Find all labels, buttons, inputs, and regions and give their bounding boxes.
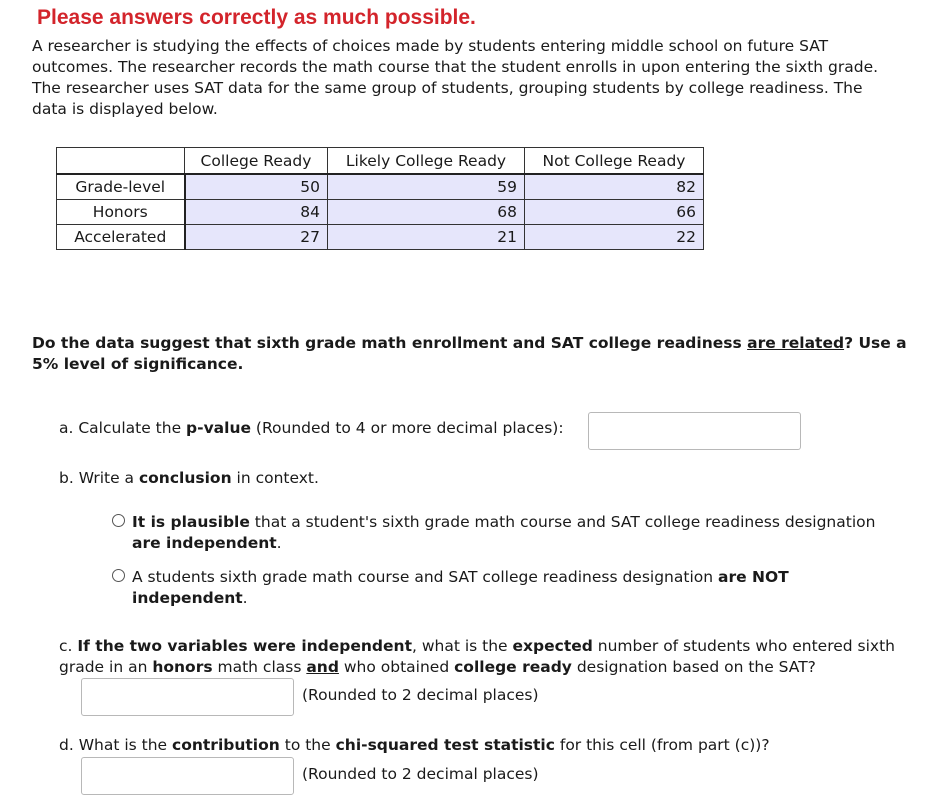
data-table <box>56 147 704 250</box>
row-label: Honors <box>57 200 185 225</box>
part-b-prompt <box>59 469 319 487</box>
part-b-prefix: b. Write a <box>59 469 139 487</box>
part-c-rounding-note: (Rounded to 2 decimal places) <box>302 686 539 704</box>
part-d-text: d. What is the <box>59 736 173 754</box>
option-not-independent-radio[interactable] <box>112 569 125 582</box>
option-not-independent-label[interactable] <box>132 567 812 609</box>
option-1-end: . <box>276 534 282 552</box>
table-cell: 21 <box>328 225 525 250</box>
problem-intro: A researcher is studying the effects of choices made by students entering middle school on future SAT outcomes. The researcher records the math course that the student enrolls in upon entering the sixth grade. The researcher uses SAT data for the same group of students, grouping students by college readiness. The data is displayed below. <box>32 37 879 118</box>
part-c-text: c. <box>59 637 78 655</box>
table-row <box>57 200 704 225</box>
chi-square-contribution-input[interactable] <box>81 757 294 795</box>
table-cell: 66 <box>525 200 704 225</box>
part-c-bold: expected <box>512 637 593 655</box>
part-c-text: , what is the <box>411 637 513 655</box>
table-cell: 82 <box>525 174 704 200</box>
part-c-text: who obtained <box>338 658 455 676</box>
part-c-prompt <box>59 636 919 678</box>
part-d-bold: chi-squared test statistic <box>335 736 555 754</box>
part-c-bold: college ready <box>454 658 572 676</box>
table-row <box>57 225 704 250</box>
table-cell: 59 <box>328 174 525 200</box>
part-c-bold: honors <box>152 658 213 676</box>
option-2-bold: are NOT independent <box>132 568 789 607</box>
option-independent-radio[interactable] <box>112 514 125 527</box>
part-b-bold: conclusion <box>138 469 232 487</box>
option-1-bold-end: are independent <box>132 534 277 552</box>
option-1-mid: that a student's sixth grade math course and SAT college readiness designation <box>249 513 876 531</box>
question-underlined-text: are related <box>747 334 845 352</box>
part-a-prompt <box>59 419 564 437</box>
row-label: Grade-level <box>57 174 185 200</box>
part-d-text: to the <box>279 736 336 754</box>
part-a-suffix: (Rounded to 4 or more decimal places): <box>251 419 564 437</box>
page-heading: Please answers correctly as much possible. <box>37 6 476 29</box>
part-a-bold: p-value <box>186 419 251 437</box>
column-header: College Ready <box>185 148 328 175</box>
option-2-end: . <box>242 589 248 607</box>
column-header: Not College Ready <box>525 148 704 175</box>
table-cell: 50 <box>185 174 328 200</box>
option-2-plain: A students sixth grade math course and SAT college readiness designation <box>132 568 718 586</box>
question-text-after: ? Use a 5% level of significance. <box>32 334 907 373</box>
expected-count-input[interactable] <box>81 678 294 716</box>
part-c-text: math class <box>212 658 307 676</box>
p-value-input[interactable] <box>588 412 801 450</box>
table-cell: 27 <box>185 225 328 250</box>
part-d-bold: contribution <box>172 736 280 754</box>
part-d-rounding-note: (Rounded to 2 decimal places) <box>302 765 539 783</box>
part-a-prefix: a. Calculate the <box>59 419 187 437</box>
question-text-before: Do the data suggest that sixth grade math enrollment and SAT college readiness <box>32 334 748 352</box>
part-c-underlined: and <box>306 658 339 676</box>
table-cell: 68 <box>328 200 525 225</box>
table-cell: 84 <box>185 200 328 225</box>
option-1-bold-start: It is plausible <box>132 513 250 531</box>
table-header-row <box>57 148 704 175</box>
part-d-prompt <box>59 736 770 754</box>
table-row <box>57 174 704 200</box>
option-independent-label[interactable] <box>132 512 902 554</box>
part-c-text: designation based on the SAT? <box>571 658 816 676</box>
part-c-text: number of students who entered sixth grade in an <box>59 637 895 676</box>
part-b-suffix: in context. <box>231 469 319 487</box>
part-c-bold: If the two variables were independent <box>77 637 412 655</box>
part-d-text: for this cell (from part (c))? <box>554 736 770 754</box>
column-header: Likely College Ready <box>328 148 525 175</box>
main-question <box>32 333 912 375</box>
table-corner-cell <box>57 148 185 175</box>
row-label: Accelerated <box>57 225 185 250</box>
table-cell: 22 <box>525 225 704 250</box>
